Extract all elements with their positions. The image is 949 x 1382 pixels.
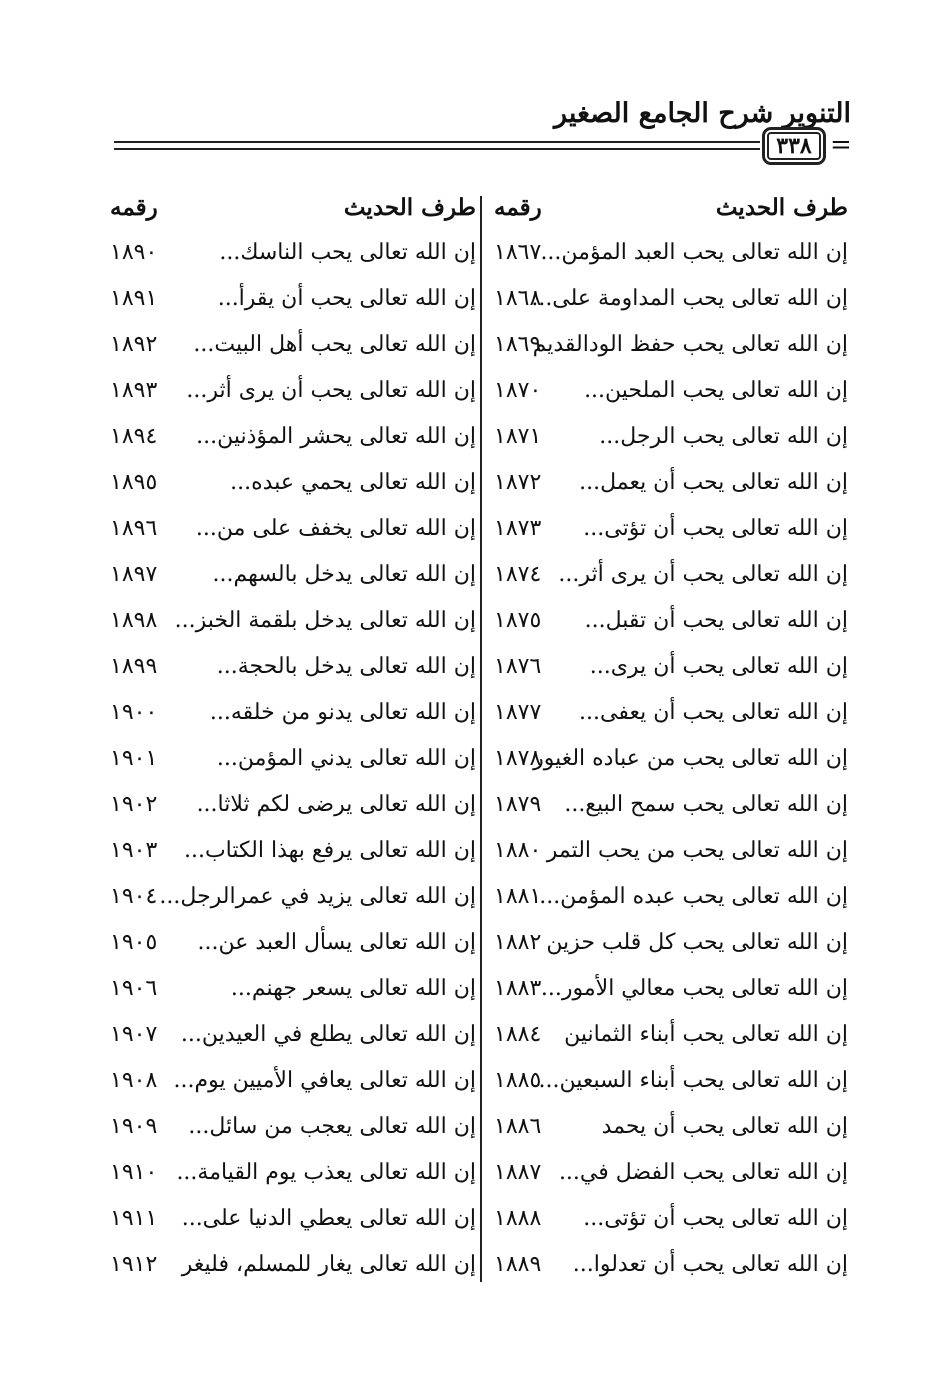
hadith-number: ١٨٨٠ (494, 838, 542, 863)
hadith-number: ١٩١٢ (110, 1252, 158, 1277)
page-eq-mark: = (830, 130, 852, 160)
index-row (484, 878, 848, 924)
hadith-incipit: إن الله تعالى يحب عبده المؤمن... (539, 884, 848, 909)
hadith-number: ١٨٨٥ (494, 1068, 542, 1093)
hadith-number: ١٨٩٣ (110, 378, 158, 403)
hadith-incipit: إن الله تعالى يحب الملحين... (584, 378, 848, 403)
index-row (100, 1154, 476, 1200)
page-number: ٣٣٨ (776, 133, 812, 159)
hadith-number: ١٨٧١ (494, 424, 542, 449)
column-divider (480, 196, 482, 1282)
hadith-incipit: إن الله تعالى يسأل العبد عن... (197, 930, 476, 955)
hadith-incipit: إن الله تعالى يدخل بالسهم... (212, 562, 476, 587)
hadith-number: ١٨٧٦ (494, 654, 542, 679)
index-row (484, 1154, 848, 1200)
index-row (484, 694, 848, 740)
right-column (484, 190, 848, 1292)
hadith-number: ١٨٨٨ (494, 1206, 542, 1231)
hadith-incipit: إن الله تعالى يحب أهل البيت... (193, 332, 476, 357)
index-row (484, 556, 848, 602)
hadith-number: ١٩٠٥ (110, 930, 158, 955)
hadith-incipit: إن الله تعالى يحب كل قلب حزين (546, 930, 848, 955)
hadith-incipit: إن الله تعالى يحب الناسك... (219, 240, 476, 265)
hadith-incipit: إن الله تعالى يحب أن تعدلوا... (572, 1252, 848, 1277)
index-row (484, 326, 848, 372)
hadith-incipit: إن الله تعالى يحمي عبده... (230, 470, 476, 495)
hadith-number: ١٨٩٥ (110, 470, 158, 495)
hadith-incipit: إن الله تعالى يعذب يوم القيامة... (176, 1160, 476, 1185)
index-row (100, 832, 476, 878)
hadith-number: ١٨٧٤ (494, 562, 542, 587)
index-row (100, 1246, 476, 1292)
hadith-incipit: إن الله تعالى يطلع في العيدين... (180, 1022, 476, 1047)
hadith-incipit: إن الله تعالى يحب سمح البيع... (564, 792, 848, 817)
index-row (100, 1062, 476, 1108)
hadith-number: ١٨٧٨ (494, 746, 542, 771)
index-row (484, 234, 848, 280)
page-number-box (762, 127, 826, 165)
index-row (484, 832, 848, 878)
hadith-number: ١٩٠٦ (110, 976, 158, 1001)
hadith-incipit: إن الله تعالى يعطي الدنيا على... (181, 1206, 476, 1231)
hadith-incipit: إن الله تعالى يدخل بلقمة الخبز... (174, 608, 476, 633)
index-row (100, 602, 476, 648)
index-row (484, 372, 848, 418)
hadith-incipit: إن الله تعالى يحب أن تقبل... (584, 608, 848, 633)
index-row (484, 602, 848, 648)
hadith-incipit: إن الله تعالى يرضى لكم ثلاثا... (196, 792, 476, 817)
index-row (100, 418, 476, 464)
index-row (484, 464, 848, 510)
index-row (484, 970, 848, 1016)
hadith-number: ١٨٦٩ (494, 332, 542, 357)
index-row (100, 1016, 476, 1062)
hadith-number: ١٨٨٣ (494, 976, 542, 1001)
hadith-number: ١٨٧٢ (494, 470, 542, 495)
column-header (100, 190, 476, 234)
index-row (484, 1016, 848, 1062)
hadith-incipit: إن الله تعالى يحب الرجل... (599, 424, 848, 449)
hadith-incipit: إن الله تعالى يحب أن يرى أثر... (558, 562, 848, 587)
index-row (484, 648, 848, 694)
hadith-incipit: إن الله تعالى يحب المداومة على... (531, 286, 848, 311)
hadith-incipit: إن الله تعالى يحشر المؤذنين... (196, 424, 476, 449)
hadith-number: ١٨٧٠ (494, 378, 542, 403)
hadith-number: ١٨٨٩ (494, 1252, 542, 1277)
hadith-incipit: إن الله تعالى يحب أن يحمد (601, 1114, 848, 1139)
hadith-incipit: إن الله تعالى يعافي الأميين يوم... (173, 1068, 476, 1093)
hadith-incipit: إن الله تعالى يحب أبناء السبعين... (538, 1068, 848, 1093)
left-column (100, 190, 476, 1292)
index-row (100, 326, 476, 372)
index-row (100, 786, 476, 832)
hadith-incipit: إن الله تعالى يرفع بهذا الكتاب... (183, 838, 476, 863)
hadith-number: ١٩١٠ (110, 1160, 158, 1185)
column-header-number: رقمه (494, 194, 542, 221)
hadith-number: ١٨٧٣ (494, 516, 542, 541)
index-row (484, 740, 848, 786)
hadith-number: ١٨٨١ (494, 884, 542, 909)
index-row (100, 234, 476, 280)
hadith-incipit: إن الله تعالى يغار للمسلم، فليغر (181, 1252, 476, 1277)
hadith-incipit: إن الله تعالى يحب أن يرى... (589, 654, 848, 679)
hadith-incipit: إن الله تعالى يدنو من خلقه... (209, 700, 476, 725)
index-row (100, 648, 476, 694)
header-rule-top (114, 141, 760, 143)
hadith-incipit: إن الله تعالى يحب أن يقرأ... (217, 286, 476, 311)
hadith-incipit: إن الله تعالى يخفف على من... (195, 516, 476, 541)
hadith-incipit: إن الله تعالى يعجب من سائل... (188, 1114, 476, 1139)
hadith-number: ١٨٧٩ (494, 792, 542, 817)
column-header-hadith: طرف الحديث (715, 194, 848, 221)
hadith-number: ١٨٩٤ (110, 424, 158, 449)
hadith-number: ١٨٩٦ (110, 516, 158, 541)
hadith-incipit: إن الله تعالى يحب العبد المؤمن... (540, 240, 848, 265)
index-row (484, 1062, 848, 1108)
column-header-number: رقمه (110, 194, 158, 221)
index-row (100, 924, 476, 970)
hadith-number: ١٩٠٤ (110, 884, 158, 909)
hadith-incipit: إن الله تعالى يحب أن يعفى... (579, 700, 848, 725)
index-row (484, 1108, 848, 1154)
column-header (484, 190, 848, 234)
hadith-incipit: إن الله تعالى يدني المؤمن... (216, 746, 476, 771)
hadith-number: ١٨٦٧ (494, 240, 542, 265)
index-row (100, 1200, 476, 1246)
hadith-incipit: إن الله تعالى يزيد في عمرالرجل... (159, 884, 476, 909)
hadith-incipit: إن الله تعالى يحب أن تؤتى... (583, 1206, 848, 1231)
hadith-incipit: إن الله تعالى يدخل بالحجة... (216, 654, 476, 679)
column-header-hadith: طرف الحديث (343, 194, 476, 221)
hadith-incipit: إن الله تعالى يحب من عباده الغيور (533, 746, 848, 771)
hadith-number: ١٨٩١ (110, 286, 158, 311)
hadith-number: ١٨٧٥ (494, 608, 542, 633)
hadith-number: ١٩٠٩ (110, 1114, 158, 1139)
hadith-incipit: إن الله تعالى يسعر جهنم... (230, 976, 476, 1001)
hadith-incipit: إن الله تعالى يحب أن تؤتى... (583, 516, 848, 541)
index-row (100, 878, 476, 924)
index-row (100, 556, 476, 602)
index-row (100, 464, 476, 510)
hadith-incipit: إن الله تعالى يحب معالي الأمور... (540, 976, 848, 1001)
index-row (484, 1200, 848, 1246)
hadith-incipit: إن الله تعالى يحب أن يعمل... (579, 470, 848, 495)
index-row (100, 1108, 476, 1154)
hadith-number: ١٨٨٤ (494, 1022, 542, 1047)
index-row (484, 418, 848, 464)
index-row (484, 924, 848, 970)
hadith-number: ١٩٠٣ (110, 838, 158, 863)
index-row (100, 280, 476, 326)
hadith-number: ١٨٦٨ (494, 286, 542, 311)
index-row (484, 786, 848, 832)
hadith-incipit: إن الله تعالى يحب حفظ الودالقديم (532, 332, 848, 357)
hadith-number: ١٩٠٢ (110, 792, 158, 817)
hadith-number: ١٨٨٢ (494, 930, 542, 955)
book-title: التنوير شرح الجامع الصغير (554, 98, 851, 129)
hadith-number: ١٩١١ (110, 1206, 158, 1231)
hadith-incipit: إن الله تعالى يحب من يحب التمر (546, 838, 848, 863)
hadith-number: ١٨٩٢ (110, 332, 158, 357)
hadith-incipit: إن الله تعالى يحب أبناء الثمانين (564, 1022, 848, 1047)
header-rule-bottom (114, 148, 760, 150)
index-row (100, 970, 476, 1016)
hadith-number: ١٩٠٧ (110, 1022, 158, 1047)
index-row (484, 280, 848, 326)
hadith-number: ١٩٠٨ (110, 1068, 158, 1093)
hadith-number: ١٨٩٨ (110, 608, 158, 633)
hadith-number: ١٨٧٧ (494, 700, 542, 725)
index-row (100, 740, 476, 786)
hadith-number: ١٩٠٠ (110, 700, 158, 725)
hadith-number: ١٨٨٧ (494, 1160, 542, 1185)
index-row (484, 1246, 848, 1292)
index-row (100, 694, 476, 740)
index-row (100, 510, 476, 556)
hadith-number: ١٨٩٩ (110, 654, 158, 679)
hadith-number: ١٨٩٠ (110, 240, 158, 265)
index-row (484, 510, 848, 556)
hadith-number: ١٨٨٦ (494, 1114, 542, 1139)
hadith-number: ١٨٩٧ (110, 562, 158, 587)
hadith-number: ١٩٠١ (110, 746, 158, 771)
index-row (100, 372, 476, 418)
hadith-incipit: إن الله تعالى يحب أن يرى أثر... (186, 378, 476, 403)
hadith-incipit: إن الله تعالى يحب الفضل في... (558, 1160, 848, 1185)
